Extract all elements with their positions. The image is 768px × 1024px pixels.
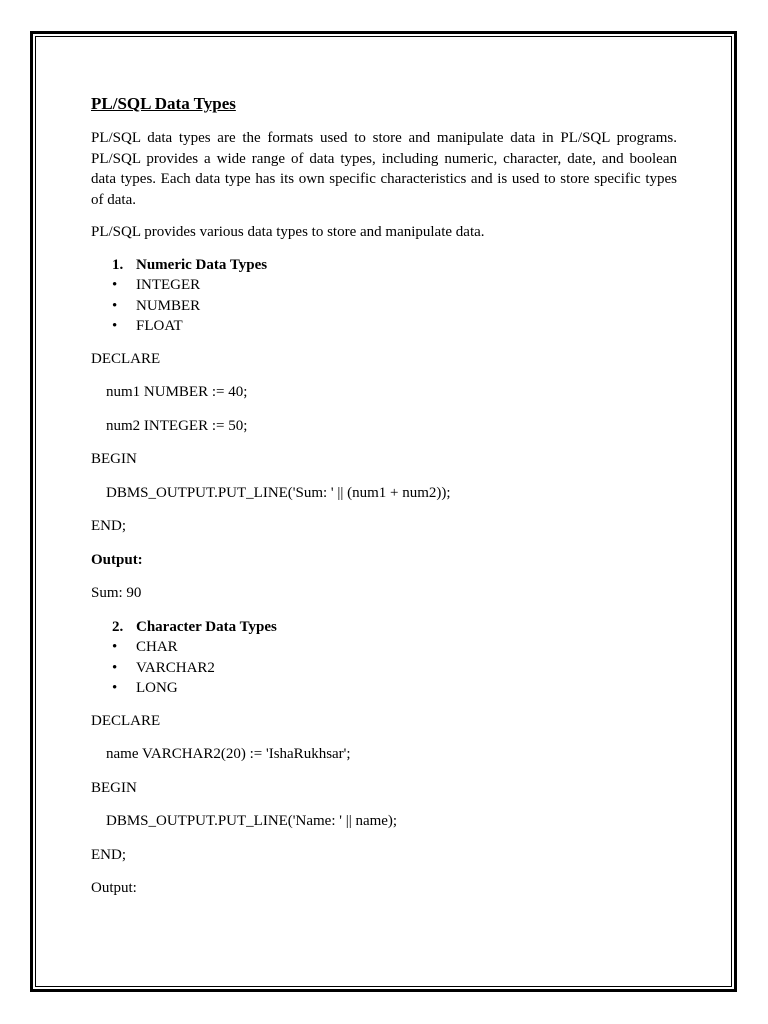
document-body bbox=[91, 92, 677, 912]
section-number: 2. bbox=[112, 618, 124, 635]
bullet-icon: • bbox=[112, 659, 118, 676]
section-heading-text: Numeric Data Types bbox=[136, 256, 268, 273]
bullet-icon: • bbox=[112, 680, 118, 696]
character-types-list bbox=[91, 637, 677, 699]
code-line: DBMS_OUTPUT.PUT_LINE('Sum: ' || (num1 + num2)); bbox=[106, 484, 451, 501]
bullet-icon: • bbox=[112, 318, 118, 334]
bullet-icon: • bbox=[112, 639, 118, 655]
bullet-icon: • bbox=[112, 277, 118, 293]
code-line: name VARCHAR2(20) := 'IshaRukhsar'; bbox=[106, 746, 351, 762]
code-line: DECLARE bbox=[91, 350, 161, 367]
code-line: BEGIN bbox=[91, 451, 137, 467]
code-line: END; bbox=[91, 846, 126, 863]
code-line: DBMS_OUTPUT.PUT_LINE('Name: ' || name); bbox=[106, 813, 398, 829]
page-title: PL/SQL Data Types bbox=[91, 94, 236, 113]
code-line: num2 INTEGER := 50; bbox=[106, 417, 248, 434]
numeric-types-list bbox=[91, 275, 677, 337]
code-line: DECLARE bbox=[91, 712, 161, 729]
bullet-icon: • bbox=[112, 297, 118, 314]
section-heading-character bbox=[91, 617, 677, 638]
intro-paragraph: PL/SQL data types are the formats used to store and manipulate data in PL/SQL programs. PL/SQL provides a wide range of data types, including numeric, character, date, and boolean data types. Each data type has its own specific characteristics and is used to store specific types of data. bbox=[91, 130, 677, 208]
output-value: Sum: 90 bbox=[91, 585, 142, 601]
section-heading-numeric bbox=[91, 255, 677, 276]
section-heading-text: Character Data Types bbox=[136, 618, 277, 635]
list-item: • VARCHAR2 bbox=[91, 658, 677, 679]
output-label: Output: bbox=[91, 880, 137, 896]
code-line: num1 NUMBER := 40; bbox=[106, 384, 248, 400]
section-number: 1. bbox=[112, 256, 124, 273]
code-line: BEGIN bbox=[91, 779, 137, 796]
intro-paragraph-2: PL/SQL provides various data types to store and manipulate data. bbox=[91, 224, 485, 240]
list-item: • FLOAT bbox=[91, 316, 677, 337]
list-item: • CHAR bbox=[91, 637, 677, 658]
list-item: • INTEGER bbox=[91, 275, 677, 296]
output-label: Output: bbox=[91, 551, 143, 568]
list-item: • LONG bbox=[91, 678, 677, 699]
code-line: END; bbox=[91, 518, 126, 534]
list-item: • NUMBER bbox=[91, 296, 677, 317]
